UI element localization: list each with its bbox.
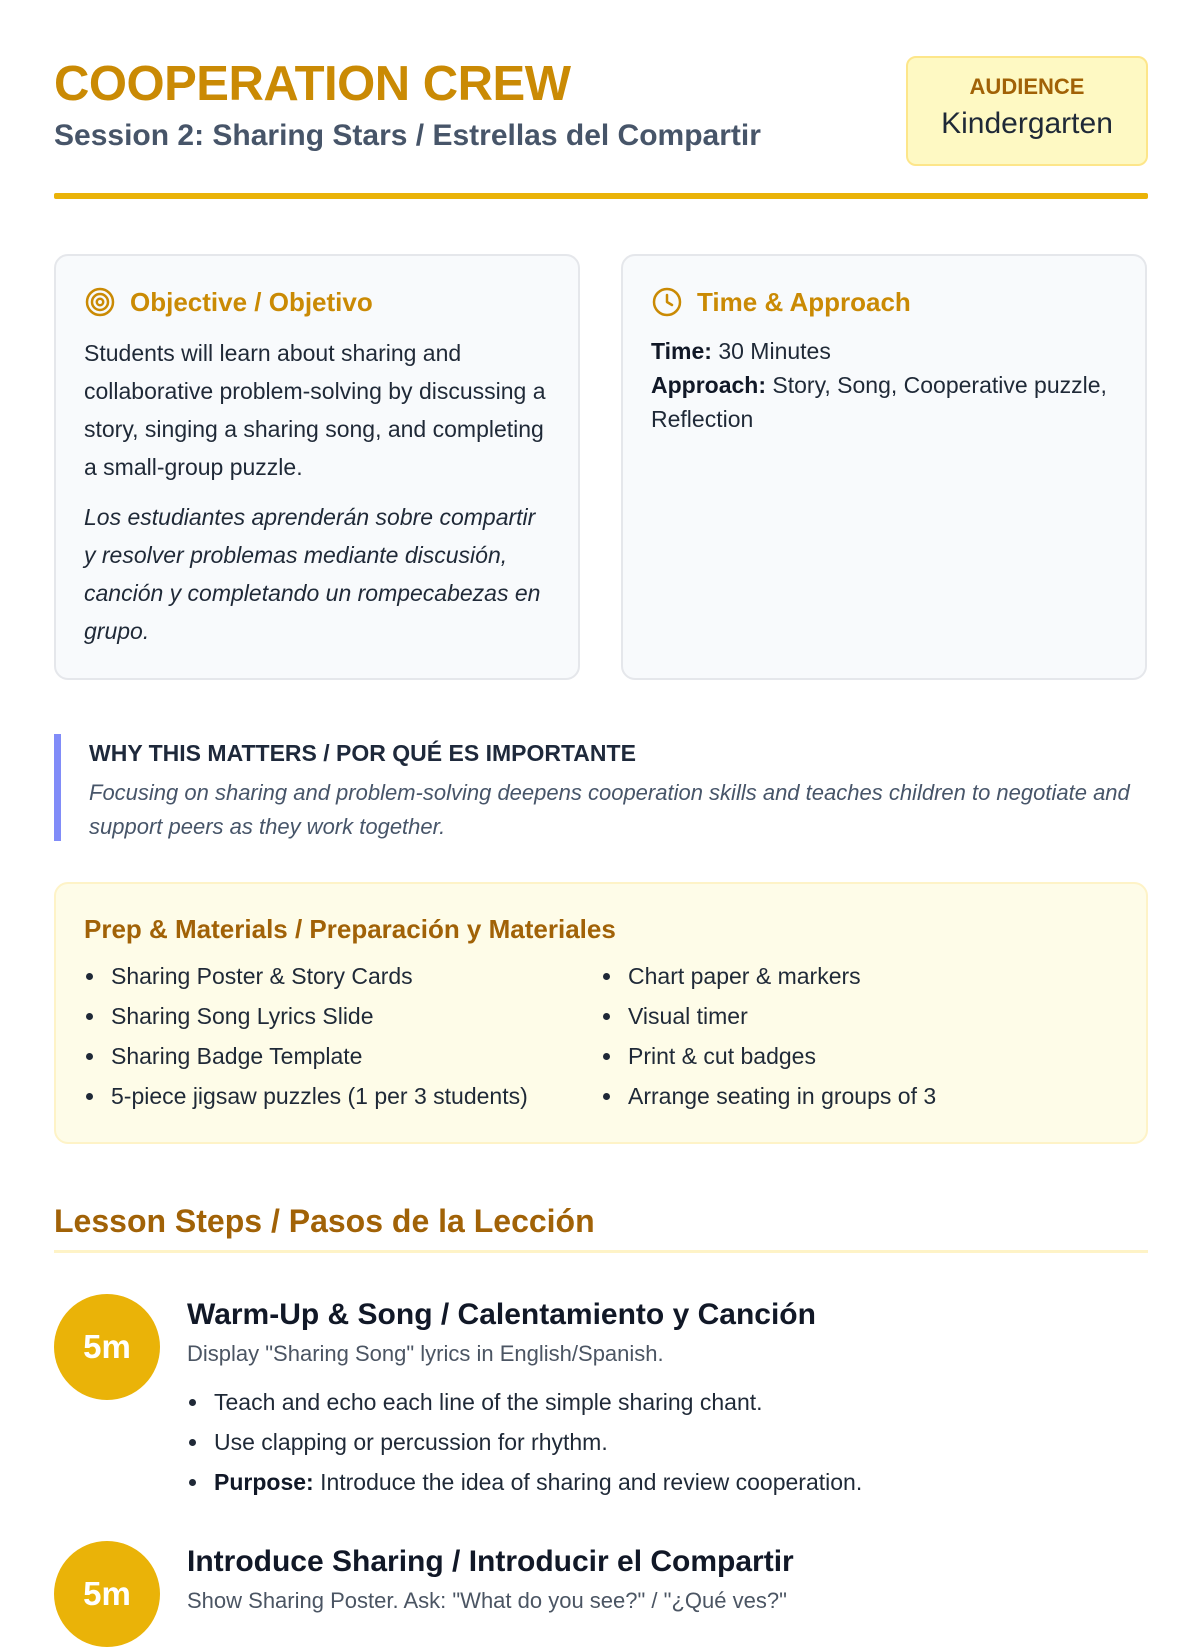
audience-value: Kindergarten [941, 107, 1113, 140]
approach-line [651, 368, 1117, 436]
list-item: Sharing Poster & Story Cards [84, 956, 601, 996]
audience-label: AUDIENCE [969, 74, 1085, 99]
approach-value: Story, Song, Cooperative puzzle, Reflection [651, 372, 1107, 432]
list-item: Chart paper & markers [601, 956, 1118, 996]
prep-list [601, 956, 1118, 1116]
time-approach-heading: Time & Approach [697, 286, 911, 317]
approach-label: Approach: [651, 372, 766, 398]
list-item: Visual timer [601, 996, 1118, 1036]
list-item: Arrange seating in groups of 3 [601, 1076, 1118, 1116]
header-divider [54, 193, 1148, 199]
audience-badge [906, 56, 1148, 166]
step-title: Warm-Up & Song / Calentamiento y Canción [187, 1298, 816, 1331]
list-item: Sharing Badge Template [84, 1036, 601, 1076]
purpose-label: Purpose: [214, 1469, 314, 1495]
session-subtitle: Session 2: Sharing Stars / Estrellas del Compartir [54, 119, 761, 152]
target-icon [84, 286, 116, 318]
prep-heading: Prep & Materials / Preparación y Materiales [84, 914, 616, 944]
header [54, 56, 1148, 166]
list-item: Print & cut badges [601, 1036, 1118, 1076]
list-item: Use clapping or percussion for rhythm. [187, 1422, 1147, 1462]
prep-materials-box [54, 882, 1148, 1144]
objective-card [54, 254, 580, 680]
list-item: 5-piece jigsaw puzzles (1 per 3 students) [84, 1076, 601, 1116]
step-description: Display "Sharing Song" lyrics in English/Spanish. [187, 1341, 664, 1366]
step-title: Introduce Sharing / Introducir el Compartir [187, 1545, 794, 1578]
list-item [187, 1462, 1147, 1502]
why-heading: WHY THIS MATTERS / POR QUÉ ES IMPORTANTE [89, 740, 636, 766]
lesson-steps-divider [54, 1250, 1148, 1253]
step-time-badge: 5m [54, 1294, 160, 1400]
objective-text-en: Students will learn about sharing and collaborative problem-solving by discussing a story, singing a sharing song, and completing a small-group puzzle. [84, 340, 546, 480]
why-this-matters [54, 734, 1148, 841]
objective-text-es: Los estudiantes aprenderán sobre compartir y resolver problemas mediante discusión, canción y completando un rompecabezas en grupo. [84, 504, 541, 644]
materials-list [84, 956, 601, 1116]
time-approach-card [621, 254, 1147, 680]
objective-heading: Objective / Objetivo [130, 286, 373, 317]
page-title: COOPERATION CREW [54, 57, 571, 111]
time-value: 30 Minutes [718, 338, 831, 364]
step-description: Show Sharing Poster. Ask: "What do you see?" / "¿Qué ves?" [187, 1588, 787, 1613]
time-line [651, 334, 1117, 368]
list-item: Teach and echo each line of the simple sharing chant. [187, 1382, 1147, 1422]
step-time-badge: 5m [54, 1541, 160, 1647]
purpose-text: Introduce the idea of sharing and review cooperation. [313, 1469, 863, 1495]
step-bullets [187, 1382, 1147, 1502]
why-text: Focusing on sharing and problem-solving deepens cooperation skills and teaches children to negotiate and support peers as they work together. [89, 780, 1130, 839]
list-item: Sharing Song Lyrics Slide [84, 996, 601, 1036]
lesson-steps-heading: Lesson Steps / Pasos de la Lección [54, 1203, 595, 1239]
clock-icon [651, 286, 683, 318]
time-label: Time: [651, 338, 712, 364]
